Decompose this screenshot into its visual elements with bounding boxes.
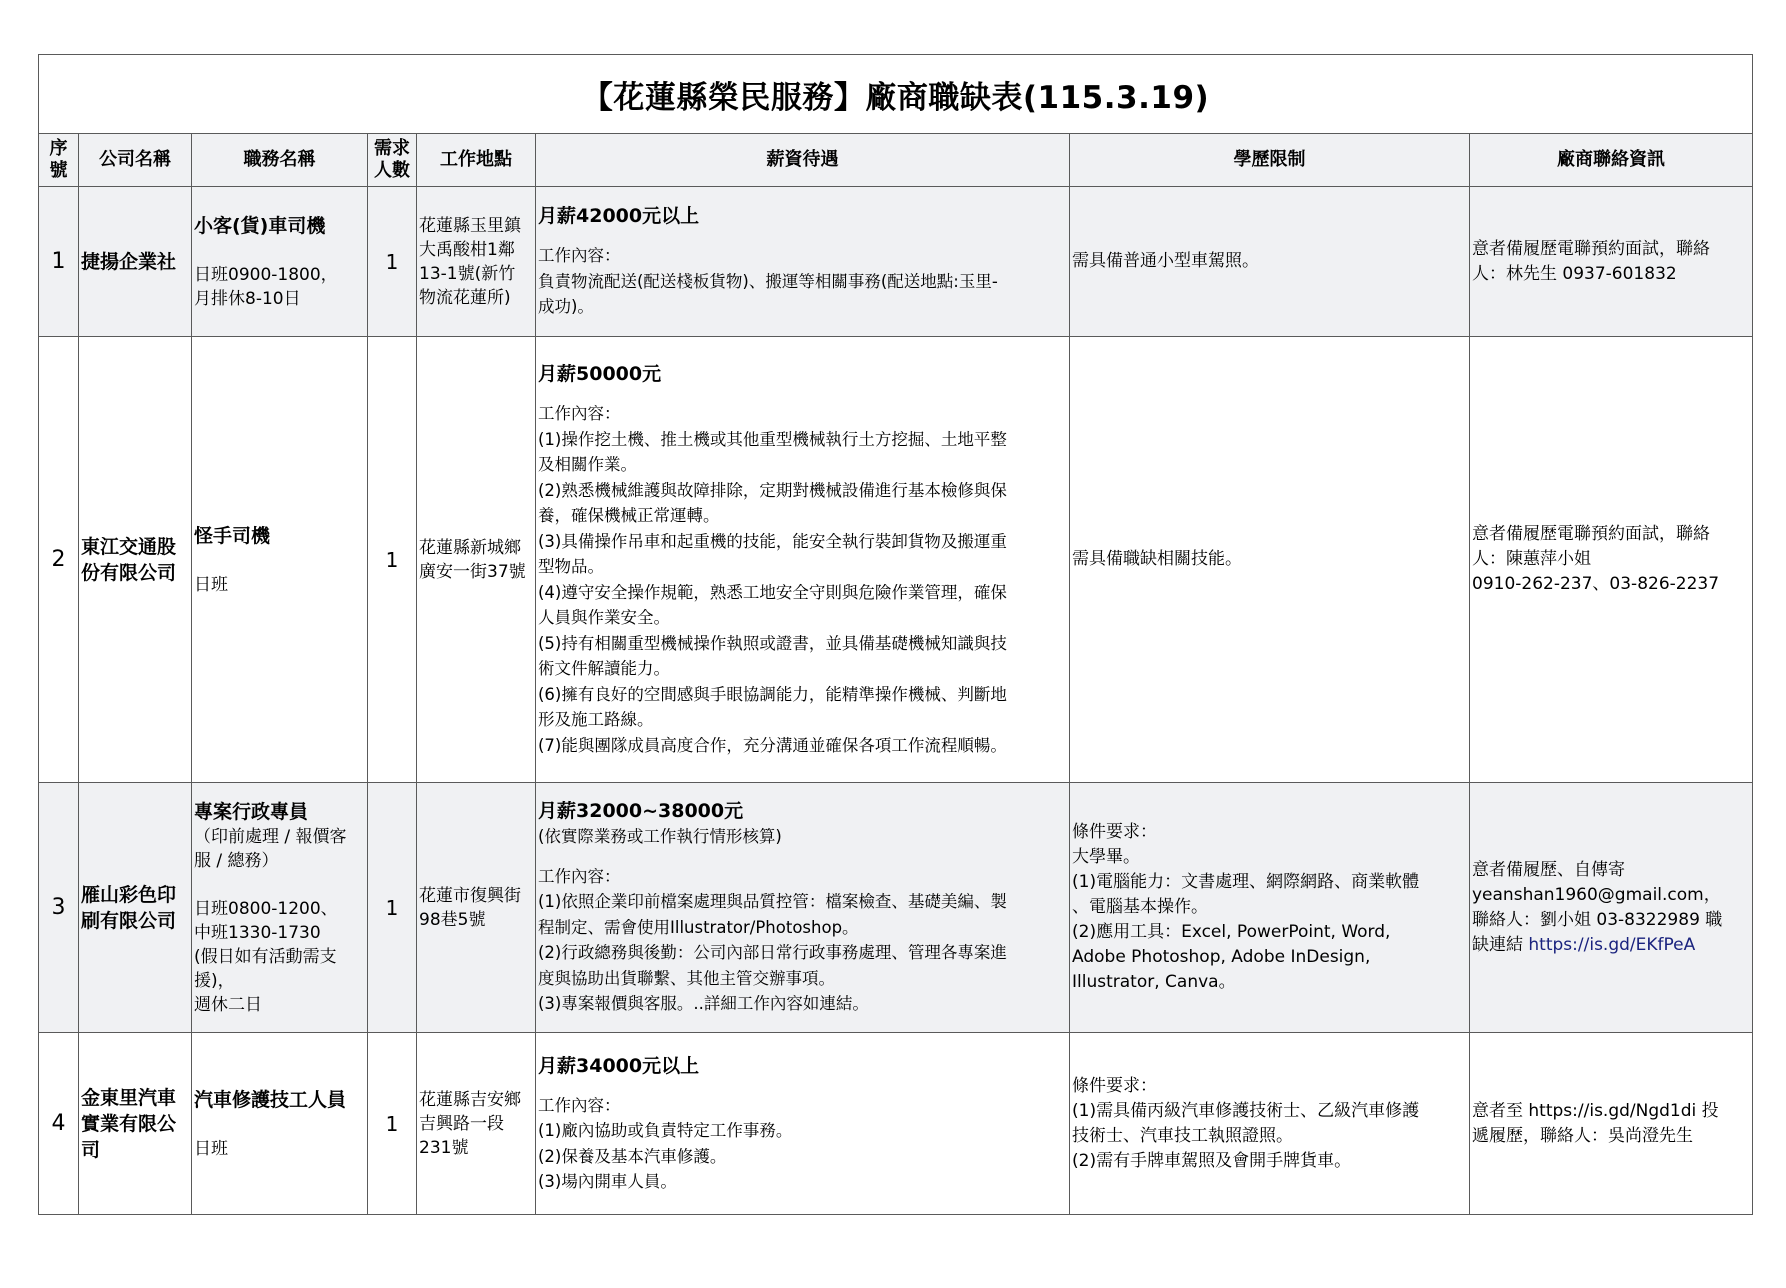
- head-count: 1: [368, 337, 417, 783]
- duty-line: 形及施工路線。: [538, 710, 654, 729]
- row-seq: 4: [39, 1033, 79, 1215]
- duty-line: (1)廠內協助或負責特定工作事務。: [538, 1121, 793, 1140]
- duty-line: 工作內容：: [538, 404, 621, 423]
- table-row: [39, 783, 1753, 1033]
- job-note: 日班0800-1200、: [194, 898, 338, 919]
- duty-line: (7)能與團隊成員高度合作，充分溝通並確保各項工作流程順暢。: [538, 735, 1007, 755]
- company-name: 雁山彩色印 刷有限公司: [79, 783, 192, 1033]
- page-title: 【花蓮縣榮民服務】廠商職缺表(115.3.19): [39, 55, 1753, 134]
- contact-cell: 意者至 https://is.gd/Ngd1di 投 遞履歷，聯絡人：吳尚澄先生: [1470, 1033, 1753, 1215]
- job-note: 援)，: [194, 970, 235, 991]
- header-salary: 薪資待遇: [536, 134, 1070, 187]
- job-note: 中班1330-1730: [194, 922, 321, 943]
- duty-line: (2)行政總務與後勤：公司內部日常行政事務處理、管理各專案進: [538, 943, 1007, 963]
- company-name: 東江交通股 份有限公司: [79, 337, 192, 783]
- job-note: 日班: [194, 574, 228, 595]
- job-title: 怪手司機: [194, 524, 271, 547]
- job-note: 日班: [194, 1138, 228, 1159]
- work-location: 花蓮縣吉安鄉 吉興路一段 231號: [417, 1033, 536, 1215]
- header-company: 公司名稱: [79, 134, 192, 187]
- duty-line: 型物品。: [538, 557, 604, 576]
- row-seq: 2: [39, 337, 79, 783]
- duty-line: (6)擁有良好的空間感與手眼協調能力，能精準操作機械、判斷地: [538, 684, 1007, 704]
- job-title: 汽車修護技工人員: [194, 1088, 347, 1111]
- education-cell: 需具備普通小型車駕照。: [1070, 187, 1470, 337]
- job-title-note: 服 / 總務）: [194, 850, 279, 871]
- row-seq: 1: [39, 187, 79, 337]
- job-cell: [192, 1033, 368, 1215]
- duty-line: 工作內容：: [538, 246, 621, 266]
- duty-line: 工作內容：: [538, 1095, 621, 1115]
- salary-note: (依實際業務或工作執行情形核算): [538, 827, 782, 847]
- education-cell: 條件要求： (1)需具備丙級汽車修護技術士、乙級汽車修護 技術士、汽車技工執照證照。 (2)需有手牌車駕照及會開手牌貨車。: [1070, 1033, 1470, 1215]
- table-row: [39, 337, 1753, 783]
- job-vacancy-table: [38, 54, 1753, 1215]
- duty-line: 養，確保機械正常運轉。: [538, 506, 720, 525]
- duty-line: (2)保養及基本汽車修護。: [538, 1146, 727, 1166]
- education-cell: 條件要求： 大學畢。 (1)電腦能力：文書處理、網際網路、商業軟體 、電腦基本操作。 (2)應用工具：Excel, PowerPoint, Word, Adobe Photoshop, Adobe InDesign, Illustrator, Canva。: [1070, 783, 1470, 1033]
- job-link[interactable]: https://is.gd/EKfPeA: [1528, 934, 1696, 955]
- work-location: 花蓮縣新城鄉 廣安一街37號: [417, 337, 536, 783]
- header-contact: 廠商聯絡資訊: [1470, 134, 1753, 187]
- salary-cell: [536, 1033, 1070, 1215]
- duty-line: 人員與作業安全。: [538, 608, 670, 627]
- duty-line: 及相關作業。: [538, 455, 637, 474]
- duty-line: (1)依照企業印前檔案處理與品質控管：檔案檢查、基礎美編、製: [538, 892, 1007, 912]
- job-vacancy-sheet: [38, 54, 1752, 1215]
- head-count: 1: [368, 783, 417, 1033]
- salary-amount: 月薪34000元以上: [538, 1054, 700, 1077]
- head-count: 1: [368, 187, 417, 337]
- salary-cell: [536, 337, 1070, 783]
- job-note: 週休二日: [194, 994, 262, 1015]
- education-cell: 需具備職缺相關技能。: [1070, 337, 1470, 783]
- duty-line: (3)具備操作吊車和起重機的技能，能安全執行裝卸貨物及搬運重: [538, 531, 1007, 551]
- duty-line: (4)遵守安全操作規範，熟悉工地安全守則與危險作業管理，確保: [538, 582, 1007, 602]
- duty-line: (5)持有相關重型機械操作執照或證書，並具備基礎機械知識與技: [538, 633, 1007, 653]
- salary-amount: 月薪50000元: [538, 363, 662, 385]
- job-note: 月排休8-10日: [194, 288, 301, 309]
- company-name: 捷揚企業社: [79, 187, 192, 337]
- duty-line: 工作內容：: [538, 866, 621, 886]
- table-row: [39, 187, 1753, 337]
- duty-line: 成功)。: [538, 297, 594, 317]
- header-education: 學歷限制: [1070, 134, 1470, 187]
- job-cell: [192, 783, 368, 1033]
- work-location: 花蓮市復興街 98巷5號: [417, 783, 536, 1033]
- header-location: 工作地點: [417, 134, 536, 187]
- duty-line: (2)熟悉機械維護與故障排除，定期對機械設備進行基本檢修與保: [538, 480, 1007, 500]
- company-name: 金東里汽車 實業有限公 司: [79, 1033, 192, 1215]
- job-title: 專案行政專員: [194, 800, 309, 823]
- salary-cell: [536, 783, 1070, 1033]
- header-job: 職務名稱: [192, 134, 368, 187]
- job-note: (假日如有活動需支: [194, 946, 337, 967]
- salary-amount: 月薪32000~38000元: [538, 800, 744, 823]
- job-note: 日班0900-1800，: [194, 264, 338, 285]
- duty-line: 程制定、需會使用Illustrator/Photoshop。: [538, 917, 859, 937]
- duty-line: 術文件解讀能力。: [538, 659, 670, 678]
- job-cell: [192, 187, 368, 337]
- salary-amount: 月薪42000元以上: [538, 205, 700, 228]
- table-row: [39, 1033, 1753, 1215]
- work-location: 花蓮縣玉里鎮 大禹酸柑1鄰 13-1號(新竹 物流花蓮所): [417, 187, 536, 337]
- duty-line: (3)場內開車人員。: [538, 1172, 677, 1191]
- job-cell: [192, 337, 368, 783]
- header-count: 需求 人數: [368, 134, 417, 187]
- job-title-note: （印前處理 / 報價客: [194, 826, 347, 847]
- job-title: 小客(貨)車司機: [194, 214, 326, 237]
- duty-line: 度與協助出貨聯繫、其他主管交辦事項。: [538, 968, 835, 988]
- duty-line: (3)專案報價與客服。..詳細工作內容如連結。: [538, 994, 869, 1014]
- header-row: [39, 134, 1753, 187]
- duty-line: (1)操作挖土機、推土機或其他重型機械執行土方挖掘、土地平整: [538, 429, 1007, 449]
- salary-cell: [536, 187, 1070, 337]
- contact-cell: 意者備履歷、自傳寄 yeanshan1960@gmail.com， 聯絡人：劉小姐 03-8322989 職 缺連結 https://is.gd/EKfPeA: [1470, 783, 1753, 1033]
- head-count: 1: [368, 1033, 417, 1215]
- header-seq: 序 號: [39, 134, 79, 187]
- duty-line: 負責物流配送(配送棧板貨物)、搬運等相關事務(配送地點:玉里-: [538, 271, 998, 291]
- row-seq: 3: [39, 783, 79, 1033]
- contact-cell: 意者備履歷電聯預約面試，聯絡 人：陳蕙萍小姐 0910-262-237、03-826-2237: [1470, 337, 1753, 783]
- contact-cell: 意者備履歷電聯預約面試，聯絡 人：林先生 0937-601832: [1470, 187, 1753, 337]
